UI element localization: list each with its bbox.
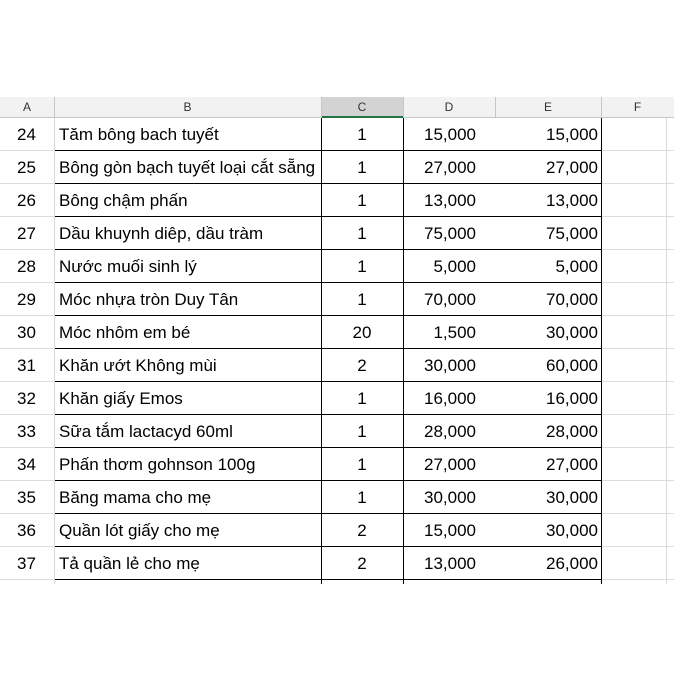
table-row: [0, 283, 674, 316]
unit-price-cell[interactable]: 28,000: [424, 422, 476, 441]
row-number-cell[interactable]: 30: [17, 323, 36, 342]
item-name-cell[interactable]: Bông gòn bạch tuyết loại cắt sẵng: [59, 158, 316, 177]
table-border: [601, 118, 602, 584]
column-header-d[interactable]: D: [403, 97, 495, 118]
item-name-cell[interactable]: Bông chậm phấn: [59, 191, 188, 210]
quantity-cell[interactable]: 1: [357, 488, 367, 507]
row-number-cell[interactable]: 33: [17, 422, 36, 441]
table-row: [0, 250, 674, 283]
table-row: [0, 151, 674, 184]
unit-price-cell[interactable]: 70,000: [424, 290, 476, 309]
column-header-b[interactable]: B: [54, 97, 321, 118]
total-cell[interactable]: 16,000: [546, 389, 598, 408]
quantity-cell[interactable]: 1: [357, 224, 367, 243]
quantity-cell[interactable]: 2: [357, 356, 367, 375]
column-header-f[interactable]: F: [601, 97, 674, 118]
total-cell[interactable]: 75,000: [546, 224, 598, 243]
item-name-cell[interactable]: Phấn thơm gohnson 100g: [59, 455, 256, 474]
quantity-cell[interactable]: 20: [352, 323, 372, 342]
row-number-cell[interactable]: 27: [17, 224, 36, 243]
item-name-cell[interactable]: Sữa tắm lactacyd 60ml: [59, 422, 233, 441]
table-row: [0, 382, 674, 415]
unit-price-cell[interactable]: 30,000: [424, 356, 476, 375]
total-cell[interactable]: 30,000: [546, 521, 598, 540]
item-name-cell[interactable]: Móc nhựa tròn Duy Tân: [59, 290, 239, 309]
unit-price-cell[interactable]: 1,500: [433, 323, 476, 342]
row-number-cell[interactable]: 28: [17, 257, 36, 276]
unit-price-cell[interactable]: 5,000: [433, 257, 476, 276]
unit-price-cell[interactable]: 30,000: [424, 488, 476, 507]
spreadsheet-grid: [0, 97, 674, 584]
table-row: [0, 481, 674, 514]
quantity-cell[interactable]: 1: [357, 422, 367, 441]
total-cell[interactable]: 27,000: [546, 158, 598, 177]
row-number-cell[interactable]: 35: [17, 488, 36, 507]
table-row: [0, 184, 674, 217]
quantity-cell[interactable]: 1: [357, 290, 367, 309]
unit-price-cell[interactable]: 13,000: [424, 191, 476, 210]
total-cell[interactable]: 30,000: [546, 488, 598, 507]
table-border: [54, 579, 601, 580]
item-name-cell[interactable]: Khăn giấy Emos: [59, 389, 183, 408]
row-number-cell[interactable]: 32: [17, 389, 36, 408]
unit-price-cell[interactable]: 15,000: [424, 125, 476, 144]
table-row: [0, 448, 674, 481]
item-name-cell[interactable]: Tăm bông bach tuyết: [59, 125, 219, 144]
grid-line: [666, 118, 667, 584]
column-header-a[interactable]: A: [0, 97, 54, 118]
quantity-cell[interactable]: 1: [357, 455, 367, 474]
unit-price-cell[interactable]: 15,000: [424, 521, 476, 540]
quantity-cell[interactable]: 2: [357, 554, 367, 573]
column-header-e[interactable]: E: [495, 97, 601, 118]
total-cell[interactable]: 30,000: [546, 323, 598, 342]
total-cell[interactable]: 60,000: [546, 356, 598, 375]
unit-price-cell[interactable]: 13,000: [424, 554, 476, 573]
unit-price-cell[interactable]: 27,000: [424, 455, 476, 474]
table-row: [0, 415, 674, 448]
unit-price-cell[interactable]: 16,000: [424, 389, 476, 408]
row-number-cell[interactable]: 37: [17, 554, 36, 573]
total-cell[interactable]: 27,000: [546, 455, 598, 474]
item-name-cell[interactable]: Khăn ướt Không mùi: [59, 356, 217, 375]
unit-price-cell[interactable]: 75,000: [424, 224, 476, 243]
item-name-cell[interactable]: Móc nhôm em bé: [59, 323, 191, 342]
table-border: [321, 118, 322, 584]
quantity-cell[interactable]: 1: [357, 158, 367, 177]
item-name-cell[interactable]: Dầu khuynh diêp, dầu tràm: [59, 224, 264, 243]
row-number-cell[interactable]: 36: [17, 521, 36, 540]
total-cell[interactable]: 15,000: [546, 125, 598, 144]
table-row: [0, 118, 674, 151]
row-number-cell[interactable]: 31: [17, 356, 36, 375]
item-name-cell[interactable]: Băng mama cho mẹ: [59, 488, 212, 507]
row-number-cell[interactable]: 29: [17, 290, 36, 309]
total-cell[interactable]: 5,000: [555, 257, 598, 276]
quantity-cell[interactable]: 2: [357, 521, 367, 540]
table-border: [403, 118, 404, 584]
row-number-cell[interactable]: 34: [17, 455, 36, 474]
row-number-cell[interactable]: 24: [17, 125, 36, 144]
quantity-cell[interactable]: 1: [357, 257, 367, 276]
quantity-cell[interactable]: 1: [357, 191, 367, 210]
grid-line: [54, 118, 55, 584]
row-number-cell[interactable]: 25: [17, 158, 36, 177]
total-cell[interactable]: 70,000: [546, 290, 598, 309]
item-name-cell[interactable]: Tả quần lẻ cho mẹ: [59, 554, 200, 573]
quantity-cell[interactable]: 1: [357, 125, 367, 144]
item-name-cell[interactable]: Quần lót giấy cho mẹ: [59, 521, 220, 540]
unit-price-cell[interactable]: 27,000: [424, 158, 476, 177]
table-row: [0, 316, 674, 349]
total-cell[interactable]: 13,000: [546, 191, 598, 210]
table-row: [0, 217, 674, 250]
table-row: [0, 547, 674, 580]
item-name-cell[interactable]: Nước muối sinh lý: [59, 257, 197, 276]
quantity-cell[interactable]: 1: [357, 389, 367, 408]
total-cell[interactable]: 28,000: [546, 422, 598, 441]
total-cell[interactable]: 26,000: [546, 554, 598, 573]
column-header-c[interactable]: C: [321, 97, 403, 118]
table-row: [0, 514, 674, 547]
table-row: [0, 349, 674, 382]
row-number-cell[interactable]: 26: [17, 191, 36, 210]
